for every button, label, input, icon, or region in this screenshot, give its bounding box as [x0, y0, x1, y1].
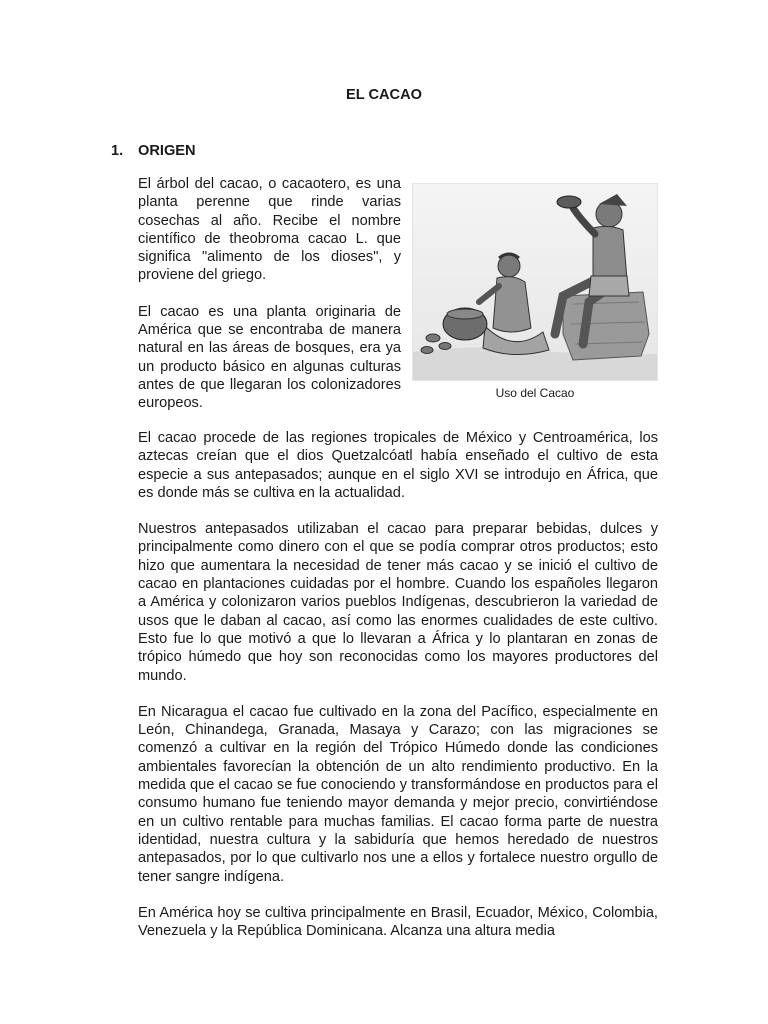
figure	[412, 183, 658, 402]
intro-paragraph-2: El cacao es una planta originaria de América que se encontraba de manera natural en las áreas de bosques, era ya un producto básico en algunas culturas antes de que llegaran los colonizadores europeos.	[138, 303, 401, 412]
section-title: ORIGEN	[138, 143, 196, 159]
document-title: EL CACAO	[346, 87, 422, 103]
paragraph-4: En América hoy se cultiva principalmente en Brasil, Ecuador, México, Colombia, Venezuela y la República Dominicana. Alcanza una altura media	[138, 904, 658, 940]
cacao-illustration-drawing	[413, 184, 657, 380]
section-number: 1.	[111, 143, 124, 159]
body-text	[138, 429, 658, 940]
intro-column	[138, 175, 401, 413]
intro-paragraph-1: El árbol del cacao, o cacaotero, es una planta perenne que rinde varias cosechas al año. Recibe el nombre científico de theobroma cacao L. que significa "alimento de los dioses", y proviene del griego.	[138, 176, 401, 284]
section-heading	[111, 142, 196, 160]
paragraph-2: Nuestros antepasados utilizaban el cacao para preparar bebidas, dulces y principalmente como dinero con el que se podía comprar otros productos; esto hizo que aumentara la necesidad de tener más cacao y se inició el cultivo de cacao en plantaciones cuidadas por el hombre. Cuando los españoles llegaron a América y colonizaron varios pueblos Indígenas, descubrieron la variedad de usos que le daban al cacao, así como las enormes cualidades de este cultivo. Esto fue lo que motivó a que lo llevaran a África y lo plantaran en zonas de trópico húmedo que hoy son reconocidas como los mayores productores del mundo.	[138, 521, 658, 684]
paragraph-3: En Nicaragua el cacao fue cultivado en la zona del Pacífico, especialmente en León, Chinandega, Granada, Masaya y Carazo; con las migraciones se comenzó a cultivar en la región del Trópico Húmedo donde las condiciones ambientales favorecían la obtención de un alto rendimiento productivo. En la medida que el cacao se fue conociendo y transformándose en productos para el consumo humano fue teniendo mayor demanda y mejor precio, convirtiéndose en un cultivo rentable para muchas familias. El cacao forma parte de nuestra identidad, nuestra cultura y la sabiduría que hemos heredado de nuestros antepasados, por lo que cultivarlo nos une a ellos y fortalece nuestro orgullo de tener sangre indígena.	[138, 703, 658, 885]
figure-caption: Uso del Cacao	[495, 386, 575, 400]
paragraph-1: El cacao procede de las regiones tropicales de México y Centroamérica, los aztecas creían que el dios Quetzalcóatl había enseñado el cultivo de esta especie a sus antepasados; aunque en el siglo XVI se introdujo en África, que es donde más se cultiva en la actualidad.	[138, 430, 658, 501]
cacao-illustration	[412, 183, 658, 381]
